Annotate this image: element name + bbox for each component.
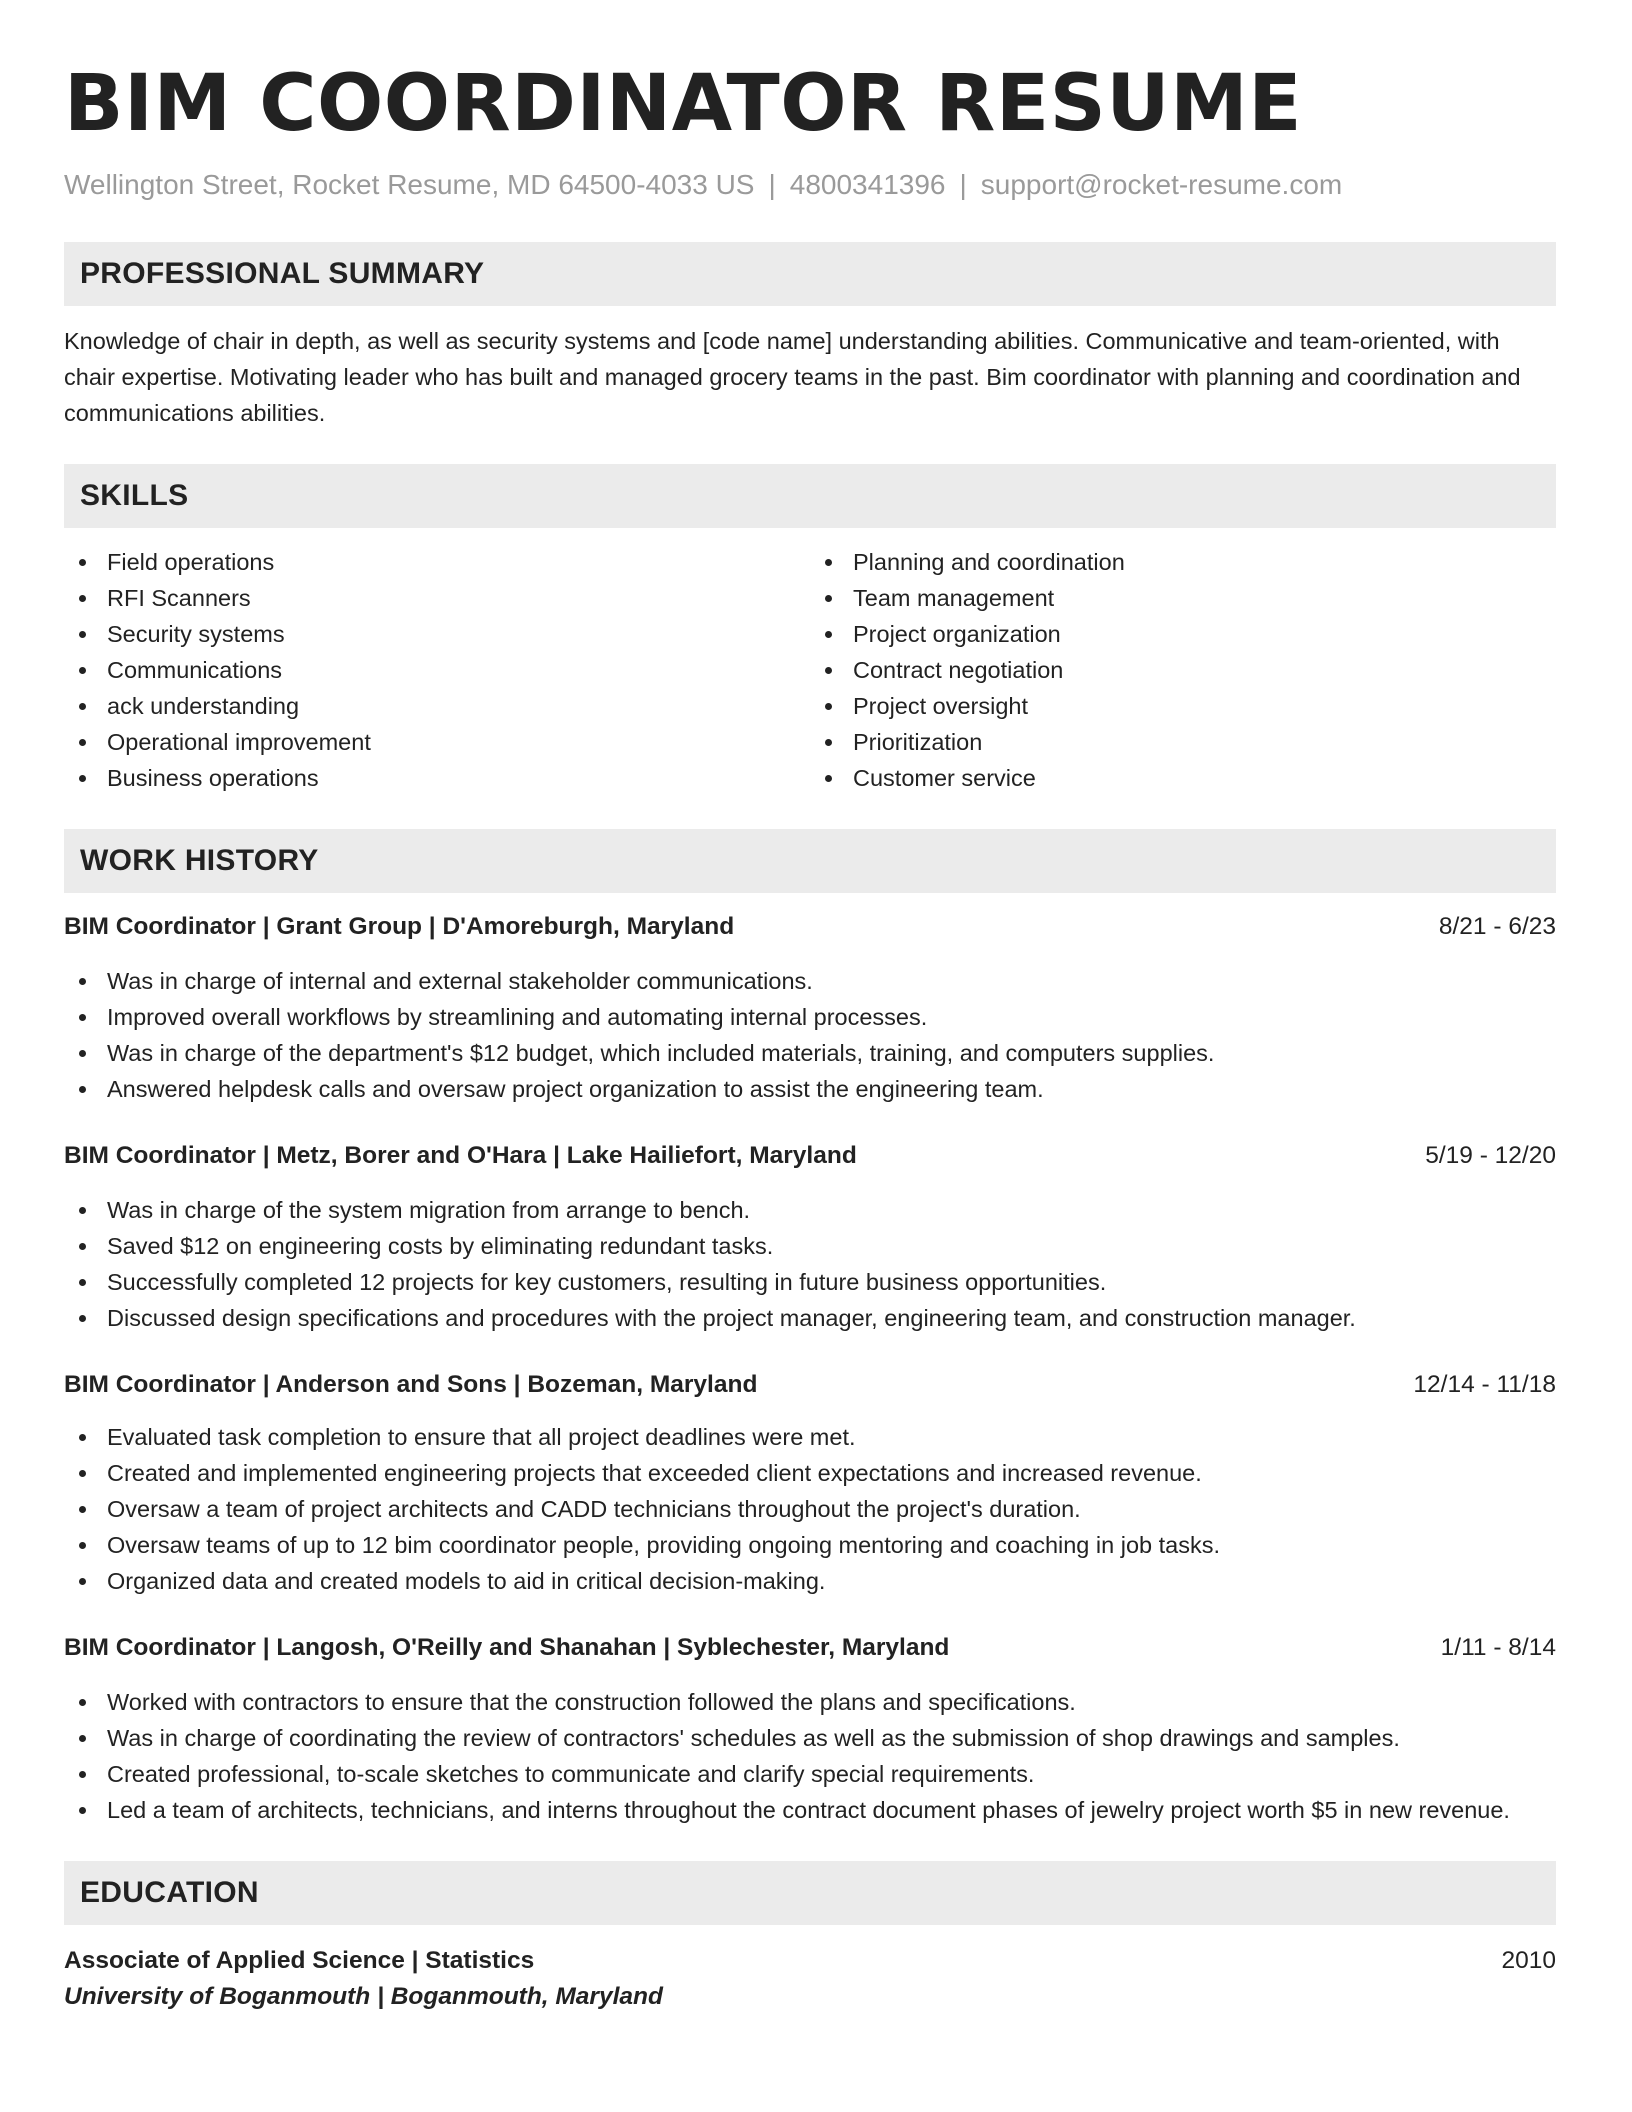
skill-item: Contract negotiation	[810, 652, 1556, 688]
job-title: BIM Coordinator | Anderson and Sons | Bozeman, Maryland	[64, 1371, 758, 1398]
resume-page	[64, 56, 1556, 2015]
job-bullet: Was in charge of coordinating the review of contractors' schedules as well as the submission of shop drawings and samples.	[64, 1720, 1556, 1756]
job-bullet: Answered helpdesk calls and oversaw project organization to assist the engineering team.	[64, 1071, 1556, 1107]
job-dates: 12/14 - 11/18	[1413, 1371, 1556, 1398]
job-header	[64, 1138, 1556, 1174]
job-dates: 5/19 - 12/20	[1425, 1142, 1556, 1169]
job-header	[64, 1367, 1556, 1403]
job-dates: 8/21 - 6/23	[1438, 913, 1556, 940]
job-bullet: Improved overall workflows by streamlining and automating internal processes.	[64, 999, 1556, 1035]
job-bullet: Worked with contractors to ensure that the construction followed the plans and specifications.	[64, 1684, 1556, 1720]
job-header	[64, 909, 1556, 945]
job-entry	[64, 909, 1556, 1107]
skills-column-left	[64, 544, 810, 796]
job-bullets	[64, 1192, 1556, 1336]
job-bullet: Successfully completed 12 projects for key customers, resulting in future business opportunities.	[64, 1264, 1556, 1300]
skill-item: Project organization	[810, 616, 1556, 652]
job-dates: 1/11 - 8/14	[1440, 1634, 1556, 1661]
skill-item: ack understanding	[64, 688, 810, 724]
job-bullet: Discussed design specifications and procedures with the project manager, engineering team, and construction manager.	[64, 1300, 1556, 1336]
skill-item: Customer service	[810, 760, 1556, 796]
skill-item: RFI Scanners	[64, 580, 810, 616]
skill-item: Project oversight	[810, 688, 1556, 724]
section-heading-summary: PROFESSIONAL SUMMARY	[64, 242, 1556, 306]
skill-item: Communications	[64, 652, 810, 688]
section-heading-skills: SKILLS	[64, 464, 1556, 528]
skill-item: Planning and coordination	[810, 544, 1556, 580]
education-degree: Associate of Applied Science | Statistics	[64, 1947, 535, 1974]
skill-item: Operational improvement	[64, 724, 810, 760]
education-entry	[64, 1943, 1556, 2015]
job-entry	[64, 1630, 1556, 1828]
job-bullets	[64, 963, 1556, 1107]
skills-list	[64, 544, 1556, 796]
contact-line	[64, 168, 1556, 202]
job-bullet: Was in charge of internal and external stakeholder communications.	[64, 963, 1556, 999]
job-bullet: Oversaw a team of project architects and CADD technicians throughout the project's duration.	[64, 1491, 1556, 1527]
education-header	[64, 1943, 1556, 1979]
job-header	[64, 1630, 1556, 1666]
job-bullet: Created professional, to-scale sketches to communicate and clarify special requirements.	[64, 1756, 1556, 1792]
section-heading-education: EDUCATION	[64, 1861, 1556, 1925]
job-entry	[64, 1367, 1556, 1599]
job-bullet: Organized data and created models to aid in critical decision-making.	[64, 1563, 1556, 1599]
resume-title: BIM COORDINATOR RESUME	[64, 59, 1303, 149]
job-bullet: Led a team of architects, technicians, and interns throughout the contract document phases of jewelry project worth $5 in new revenue.	[64, 1792, 1556, 1828]
skill-item: Business operations	[64, 760, 810, 796]
contact-phone: 4800341396	[789, 169, 946, 200]
skill-item: Prioritization	[810, 724, 1556, 760]
skill-item: Field operations	[64, 544, 810, 580]
contact-email: support@rocket-resume.com	[980, 169, 1343, 200]
skill-item: Security systems	[64, 616, 810, 652]
skills-column-right	[810, 544, 1556, 796]
job-bullet: Was in charge of the department's $12 budget, which included materials, training, and computers supplies.	[64, 1035, 1556, 1071]
job-bullet: Created and implemented engineering projects that exceeded client expectations and increased revenue.	[64, 1455, 1556, 1491]
job-title: BIM Coordinator | Grant Group | D'Amoreburgh, Maryland	[64, 913, 735, 940]
job-bullets	[64, 1419, 1556, 1599]
skill-item: Team management	[810, 580, 1556, 616]
job-bullet: Evaluated task completion to ensure that all project deadlines were met.	[64, 1419, 1556, 1455]
contact-separator: |	[768, 169, 776, 200]
job-bullets	[64, 1684, 1556, 1828]
education-year: 2010	[1501, 1947, 1556, 1974]
contact-separator: |	[959, 169, 967, 200]
education-school: University of Boganmouth | Boganmouth, Maryland	[64, 1983, 663, 2010]
job-entry	[64, 1138, 1556, 1336]
job-title: BIM Coordinator | Langosh, O'Reilly and Shanahan | Syblechester, Maryland	[64, 1634, 950, 1661]
job-bullet: Saved $12 on engineering costs by eliminating redundant tasks.	[64, 1228, 1556, 1264]
contact-address: Wellington Street, Rocket Resume, MD 64500-4033 US	[64, 169, 755, 200]
job-bullet: Oversaw teams of up to 12 bim coordinator people, providing ongoing mentoring and coaching in job tasks.	[64, 1527, 1556, 1563]
job-bullet: Was in charge of the system migration from arrange to bench.	[64, 1192, 1556, 1228]
job-title: BIM Coordinator | Metz, Borer and O'Hara | Lake Hailiefort, Maryland	[64, 1142, 857, 1169]
section-heading-work: WORK HISTORY	[64, 829, 1556, 893]
summary-text: Knowledge of chair in depth, as well as security systems and [code name] understanding abilities. Communicative and team-oriented, with chair expertise. Motivating leader who has built and managed grocery teams in the past. Bim coordinator with planning and coordination and communications abilities.	[64, 328, 1521, 426]
